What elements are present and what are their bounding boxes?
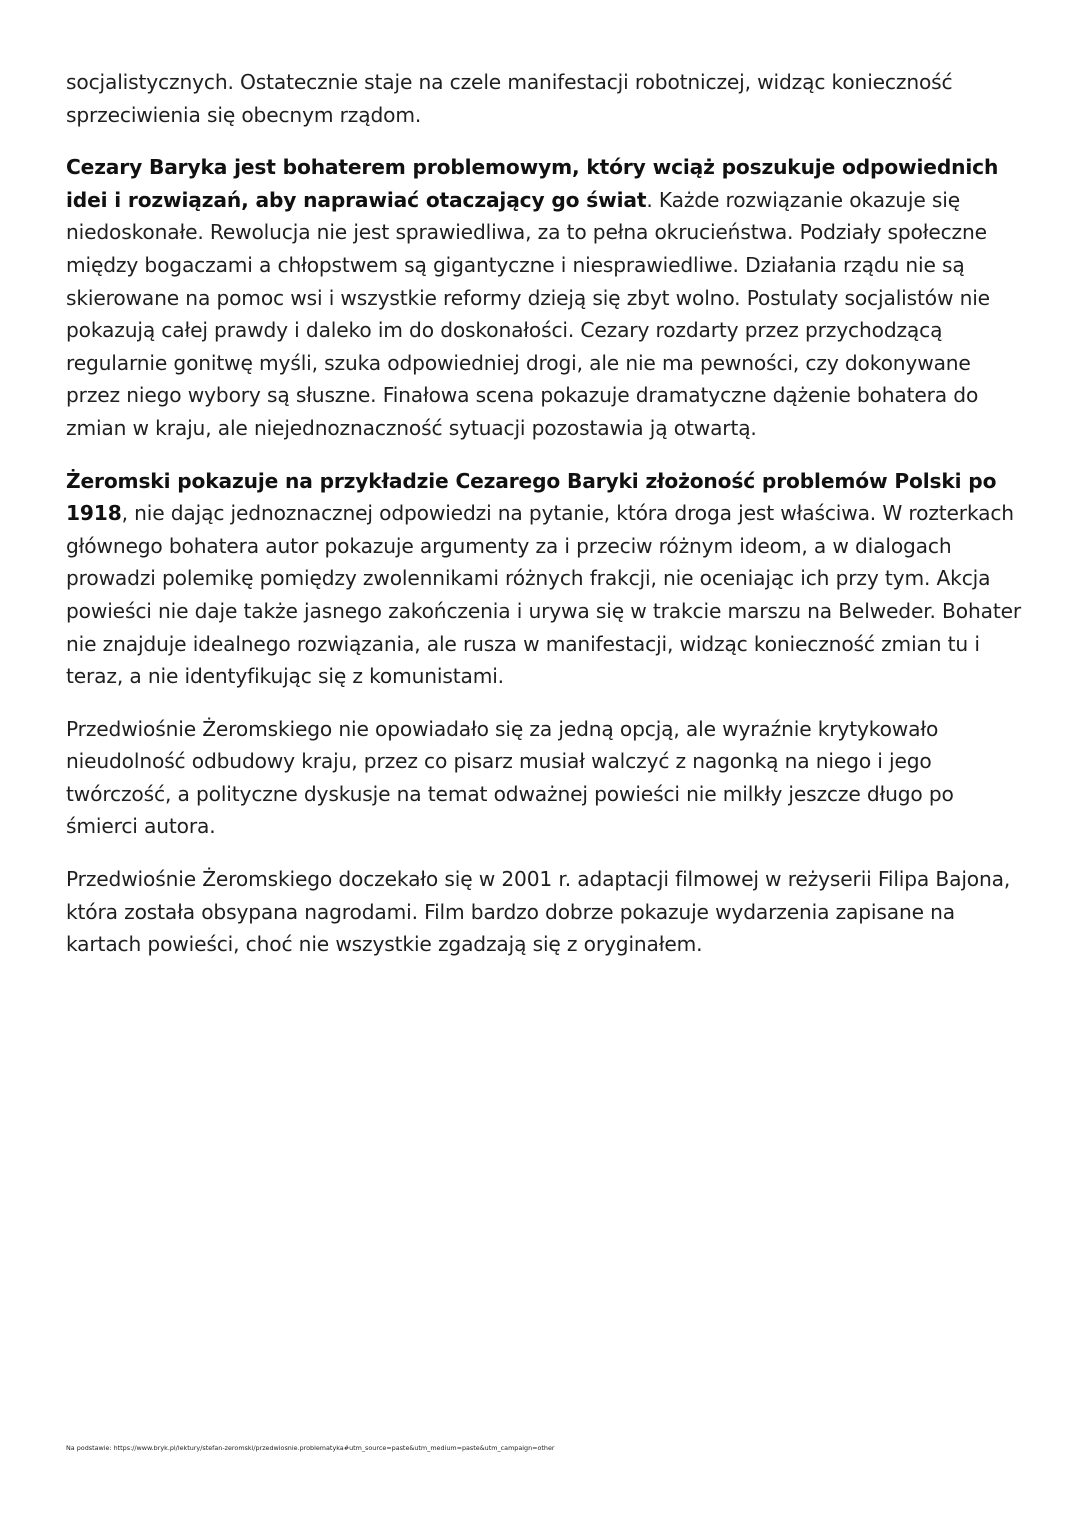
source-footer: Na podstawie: https://www.bryk.pl/lektury/stefan-zeromski/przedwiosnie.problematyka#utm_source=paste&utm_medium=paste&utm_campaign=other (66, 1444, 555, 1452)
paragraph-3-text: , nie dając jednoznacznej odpowiedzi na pytanie, która droga jest właściwa. W rozterkach głównego bohatera autor pokazuje argumenty za i przeciw różnym ideom, a w dialogach prowadzi polemikę pomiędzy zwolennikami różnych frakcji, nie oceniając ich przy tym. Akcja powieści nie daje także jasnego zakończenia i urywa się w trakcie marszu na Belweder. Bohater nie znajduje idealnego rozwiązania, ale rusza w manifestacji, widząc konieczność zmian tu i teraz, a nie identyfikując się z komunistami. (66, 501, 1022, 689)
paragraph-1-text: socjalistycznych. Ostatecznie staje na czele manifestacji robotniczej, widząc konieczność sprzeciwienia się obecnym rządom. (66, 70, 953, 127)
paragraph-2-text: . Każde rozwiązanie okazuje się niedoskonałe. Rewolucja nie jest sprawiedliwa, za to pełna okrucieństwa. Podziały społeczne między bogaczami a chłopstwem są gigantyczne i niesprawiedliwe. Działania rządu nie są skierowane na pomoc wsi i wszystkie reformy dzieją się zbyt wolno. Postulaty socjalistów nie pokazują całej prawdy i daleko im do doskonałości. Cezary rozdarty przez przychodzącą regularnie gonitwę myśli, szuka odpowiedniej drogi, ale nie ma pewności, czy dokonywane przez niego wybory są słuszne. Finałowa scena pokazuje dramatyczne dążenie bohatera do zmian w kraju, ale niejednoznaczność sytuacji pozostawia ją otwartą. (66, 187, 990, 440)
paragraph-5 (66, 863, 1026, 961)
paragraph-4-text: Przedwiośnie Żeromskiego nie opowiadało się za jedną opcją, ale wyraźnie krytykowało nieudolność odbudowy kraju, przez co pisarz musiał walczyć z nagonką na niego i jego twórczość, a polityczne dyskusje na temat odważnej powieści nie milkły jeszcze długo po śmierci autora. (66, 716, 954, 839)
paragraph-1 (66, 66, 1026, 131)
paragraph-4 (66, 713, 1026, 843)
paragraph-3 (66, 465, 1026, 693)
paragraph-2 (66, 151, 1026, 444)
paragraph-2-bold: Cezary Baryka jest bohaterem problemowym, który wciąż poszukuje odpowiednich idei i rozwiązań, aby naprawiać otaczający go świat (66, 155, 999, 212)
document-body (66, 66, 1026, 981)
paragraph-5-text: Przedwiośnie Żeromskiego doczekało się w 2001 r. adaptacji filmowej w reżyserii Filipa Bajona, która została obsypana nagrodami. Film bardzo dobrze pokazuje wydarzenia zapisane na kartach powieści, choć nie wszystkie zgadzają się z oryginałem. (66, 867, 1011, 957)
paragraph-3-bold: Żeromski pokazuje na przykładzie Cezarego Baryki złożoność problemów Polski po 1918 (66, 468, 997, 526)
